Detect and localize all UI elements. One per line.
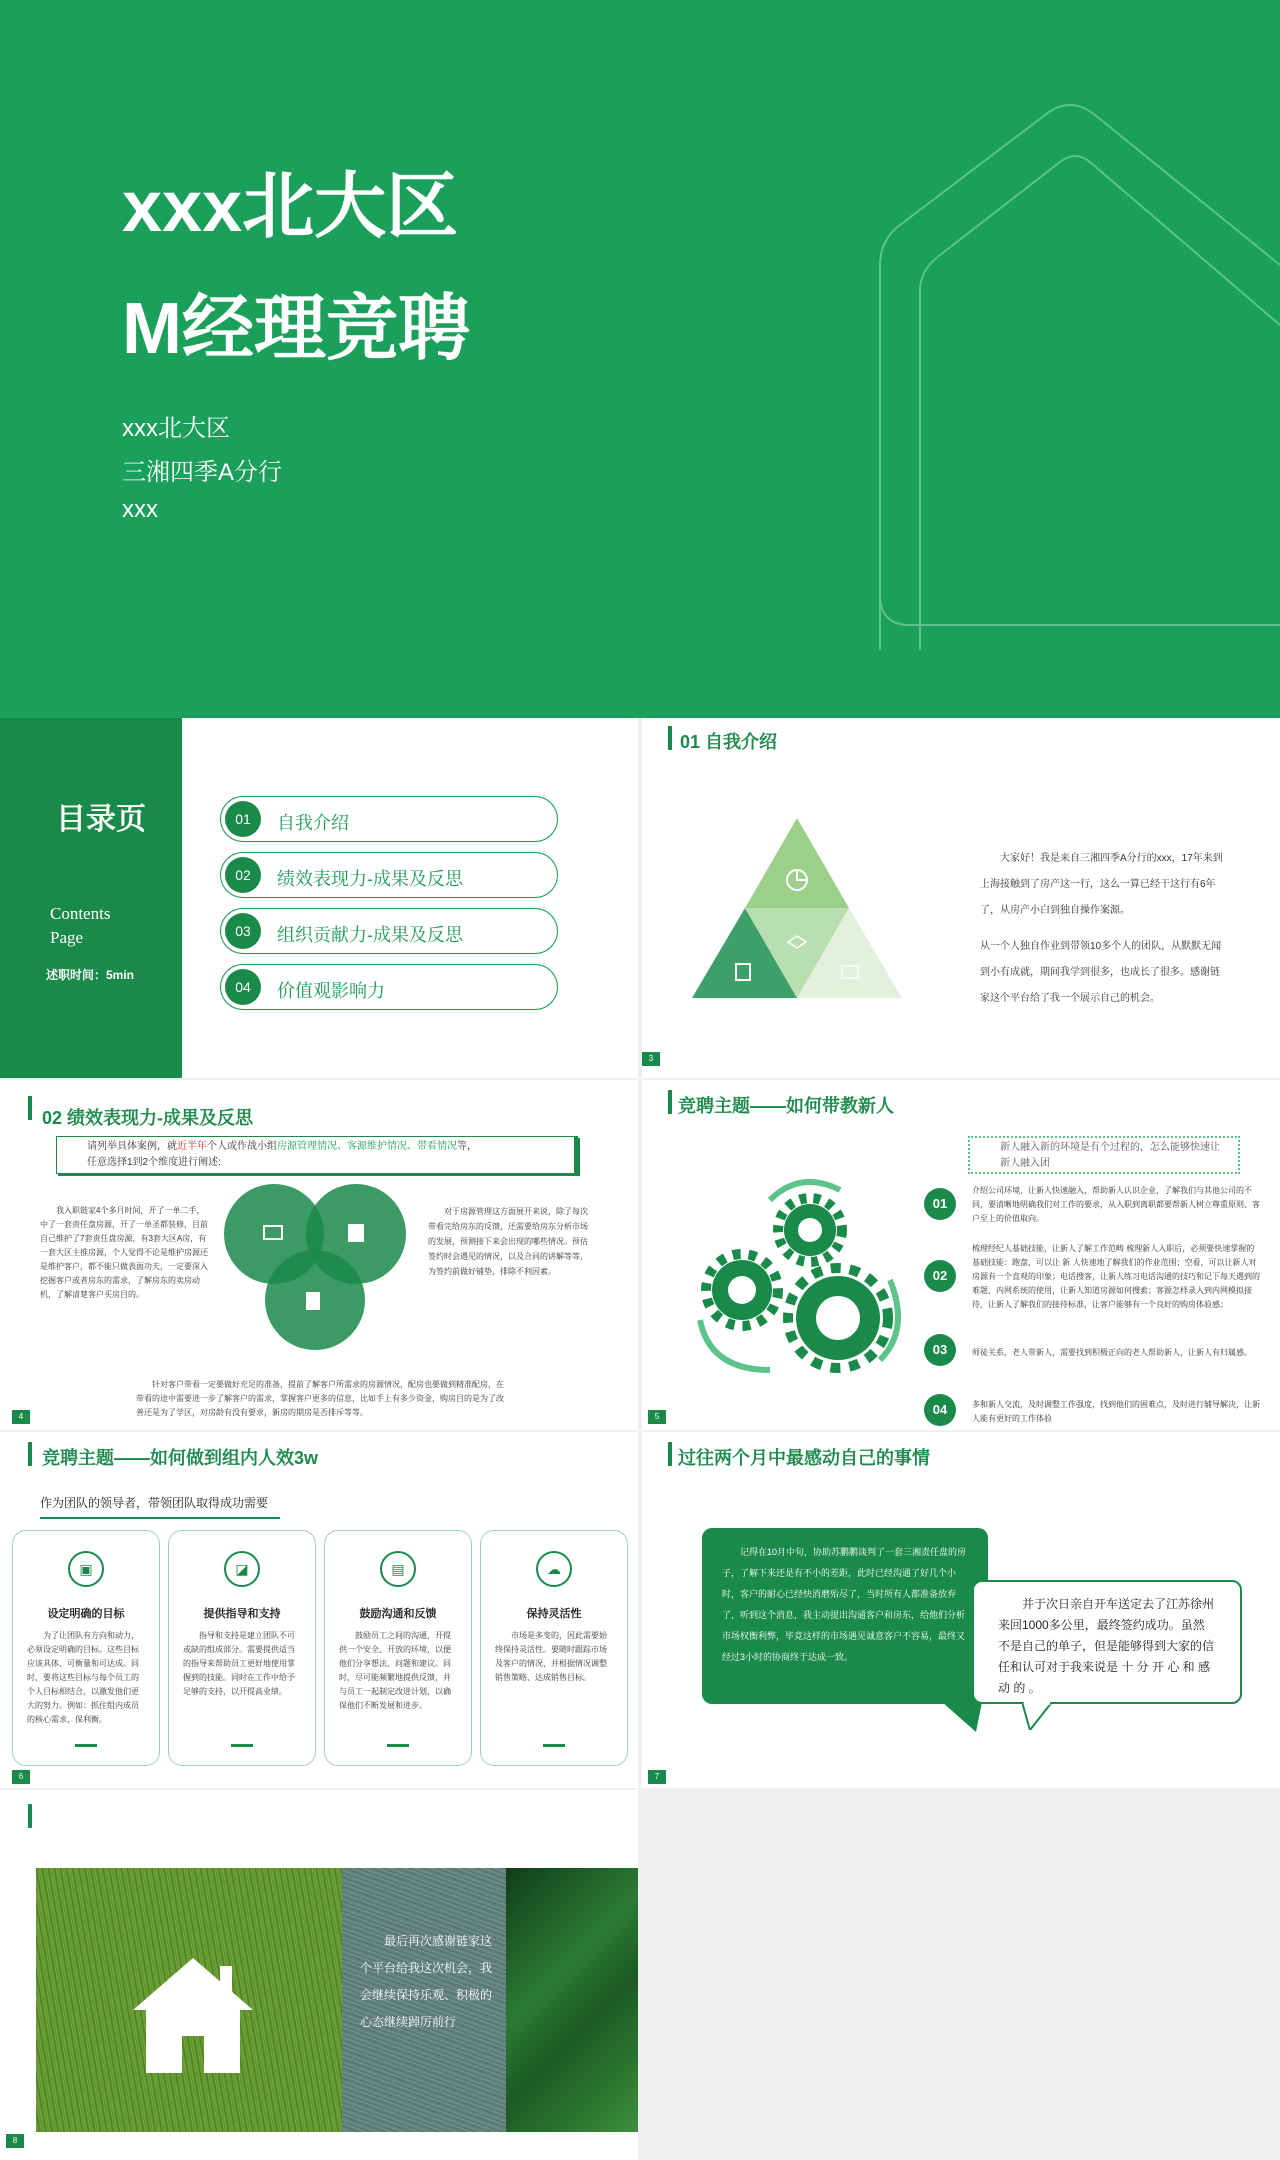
toc-item-3[interactable] (220, 908, 558, 954)
cover-title-line2: M经理竞聘 (122, 289, 470, 369)
toc-item-2[interactable] (220, 852, 558, 898)
step-number-1: 01 (924, 1188, 956, 1220)
card-body: 鼓励员工之间的沟通，开提供一个安全、开放的环境，以便他们分享想法、问题和建议。同时，尽可能频繁地提供反馈，并与员工一起制定改进计划，以确保他们不断发展和进步。 (339, 1631, 451, 1710)
card-accent-line (543, 1744, 565, 1747)
toc-item-number: 02 (225, 857, 261, 893)
toc-contents-label: Contents (50, 904, 111, 923)
title-accent-bar (668, 726, 672, 750)
perf-left-text: 我入职链家4个多月时间，开了一单二手，中了一套责任盘房源，开了一单圣都装修，目前自己维护了7套责任盘房源，有3套大区A房，有一套大区主推房源，个人觉得不论是维护房源还是维护客户，都不能只做表面功夫，一定要深入挖掘客户或者房东的需求，了解房东的卖房动机，了解清楚客户买房目的。 (40, 1206, 208, 1299)
page-number: 4 (12, 1410, 30, 1424)
card-accent-line (231, 1744, 253, 1747)
toc-sidebar (0, 718, 182, 1078)
story-right-text: 并于次日亲自开车送定去了江苏徐州来回1000多公里，最终签约成功。虽然不是自己的单子，但是能够得到大家的信任和认可对于我来说是 十 分 开 心 和 感 动 的 。 (998, 1597, 1215, 1695)
cover-subtitle-1: xxx北大区 (122, 415, 230, 442)
title-accent-bar (28, 1804, 32, 1828)
card-body: 指导和支持是建立团队不可或缺的组成部分。需要提供适当的指导来帮助员工更好地使用掌握到的技能。同时在工作中给予足够的支持，以开提高业绩。 (183, 1631, 295, 1696)
chart-icon: ◪ (224, 1551, 260, 1587)
perf-title: 02 绩效表现力-成果及反思 (42, 1108, 254, 1128)
mentor-step-3: 师徒关系，老人带新人，需要找到积极正向的老人帮助新人，让新人有归属感。 (972, 1348, 1252, 1357)
mentor-slide (642, 1080, 1280, 1430)
house-outline-icon (870, 90, 1280, 650)
team-card-3 (324, 1530, 472, 1766)
perf-prompt-c: 等， (457, 1141, 477, 1152)
title-accent-bar (28, 1096, 32, 1120)
page-number: 8 (6, 2134, 24, 2148)
intro-slide (642, 718, 1280, 1078)
mentor-callout-text: 新人融入新的环境是有个过程的，怎么能够快速让新人融入团 (1000, 1142, 1220, 1169)
target-icon: ▣ (68, 1551, 104, 1587)
mentor-step-1: 介绍公司环境，让新人快速融入，帮助新人认识企业，了解我们与其他公司的不同，要清晰地明确我们对工作的要求，从入职到离职都要帮新人树立尊重原则、客户至上的价值取向。 (972, 1186, 1260, 1223)
title-accent-bar (28, 1442, 32, 1466)
perf-prompt-green: 房源管理情况、客源维护情况、带看情况 (277, 1141, 457, 1152)
closing-slide (0, 1790, 638, 2160)
team-card-1 (12, 1530, 160, 1766)
step-number-4: 04 (924, 1394, 956, 1426)
toc-title: 目录页 (56, 803, 146, 836)
cover-subtitle-2: 三湘四季A分行 (122, 459, 283, 486)
perf-prompt-b: 个人或作战小组 (207, 1141, 277, 1152)
intro-paragraph-1: 大家好！我是来自三湘四季A分行的xxx，17年来到上海接触到了房产这一行，这么一算已经干这行有6年了，从房产小白到独自操作案源。 (980, 853, 1223, 916)
intro-title: 01 自我介绍 (680, 732, 778, 752)
mentor-step-4: 多和新人交流，及时调整工作强度，找到他们的困难点，及时进行辅导解决，让新人能有更好的工作体验 (972, 1400, 1260, 1423)
page-number: 5 (648, 1410, 666, 1424)
perf-prompt-a: 请列举具体案例，就 (87, 1141, 177, 1152)
step-number-2: 02 (924, 1260, 956, 1292)
toc-item-4[interactable] (220, 964, 558, 1010)
mentor-step-2: 梳理经纪人基础技能，让新人了解工作范畴 梳理新人入职后，必须要快速掌握的基础技能：跑盘，可以让 新 人快速地了解我们的作业范围；空看，可以让新人对房源有一个直观的印象；电话搜客，让新人练习电话沟通的技巧和记下每天遇到的难题，内网系统的使用，让新人知道房源如何搜索；客源怎样录入到内网模拟接待，让新人了解我们的接待标准，让客户能够有一个良好的购房体验感； (972, 1244, 1260, 1309)
toc-item-label: 价值观影响力 (277, 981, 385, 1001)
moving-story-slide (642, 1432, 1280, 1788)
toc-item-label: 组织贡献力-成果及反思 (277, 925, 463, 945)
card-title: 鼓励沟通和反馈 (359, 1608, 437, 1620)
card-title: 保持灵活性 (526, 1608, 582, 1620)
card-body: 为了让团队有方向和动力，必须设定明确的目标。这些目标应该具体、可衡量和可达成。同时，要将这些目标与每个员工的个人目标相结合，以激发他们更大的努力。例如：抓住组内成员的核心需求，保利衡。 (27, 1631, 139, 1724)
page-number: 6 (12, 1770, 30, 1784)
toc-item-label: 绩效表现力-成果及反思 (277, 869, 463, 889)
card-title: 设定明确的目标 (47, 1608, 125, 1620)
intro-paragraph-2: 从一个人独自作业到带领10多个人的团队，从默默无闻到小有成就，期间我学到很多，也成长了很多。感谢链家这个平台给了我一个展示自己的机会。 (980, 941, 1222, 1004)
page-number: 7 (648, 1770, 666, 1784)
team-slide (0, 1432, 638, 1788)
mentor-callout-box (968, 1136, 1240, 1174)
bubble-tail-left (942, 1702, 982, 1732)
perf-prompt-line1 (67, 1139, 564, 1155)
perf-bottom-text: 针对客户带看一定要做好充足的准备，提前了解客户所需求的房源情况，配房也要做到精准配房，在带看的途中需要进一步了解客户的需求，掌握客户更多的信息，比如手上有多少资金，购房目的是为了改善还是为了学区，对房龄有没有要求，新房的期房是否排斥等等。 (136, 1380, 504, 1417)
venn-graphic (222, 1182, 412, 1352)
triangle-graphic (692, 818, 902, 998)
cover-slide (0, 0, 1280, 718)
leaf-photo (506, 1868, 638, 2132)
house-icon (128, 1948, 258, 2078)
team-title: 竞聘主题——如何做到组内人效3w (42, 1448, 319, 1468)
toc-page-label: Page (50, 928, 84, 947)
gears-graphic (690, 1170, 920, 1380)
toc-slide (0, 718, 638, 1078)
page-number: 3 (642, 1052, 660, 1066)
toc-item-number: 03 (225, 913, 261, 949)
story-left-text: 记得在10月中旬，协助苏鹏鹏谈判了一套三湘责任盘的房子，了解下来还是有不小的差距，此时已经沟通了好几个小时，客户的耐心已经快消磨殆尽了，当时所有人都准备放弃了，听到这个消息，我主动提出沟通客户和房东，给他们分析市场权衡利弊，毕竟这样的市场遇见诚意客户不容易，最终又经过3小时的协商终于达成一致。 (722, 1547, 967, 1662)
cloud-icon: ☁ (536, 1551, 572, 1587)
performance-slide (0, 1080, 638, 1430)
story-bubble-right (972, 1580, 1242, 1704)
perf-prompt-line2: 任意选择1到2个维度进行阐述: (87, 1157, 221, 1168)
title-accent-bar (668, 1090, 672, 1114)
cover-title-line1: xxx北大区 (122, 167, 459, 247)
perf-prompt-box (56, 1136, 578, 1174)
story-bubble-left (702, 1528, 988, 1704)
perf-right-text: 对于房源管理这方面展开来说，除了每次带看完给房东的反馈，还需要给房东分析市场的发展，预测接下来会出现的哪些情况。预估签约时会遇见的情况，以及合同的讲解等等，为签约前做好铺垫，排除不利因素。 (428, 1207, 588, 1276)
cover-subtitle-3: xxx (122, 496, 158, 523)
mentor-title: 竞聘主题——如何带教新人 (678, 1096, 894, 1116)
folder-icon: ▤ (380, 1551, 416, 1587)
title-accent-bar (668, 1442, 672, 1466)
bubble-tail-right (1022, 1702, 1052, 1730)
card-body: 市场是多变的，因此需要始终保持灵活性。要随时跟踪市场及客户的情况，并根据情况调整销售策略、达成销售目标。 (495, 1631, 607, 1682)
toc-item-number: 01 (225, 801, 261, 837)
perf-prompt-red: 近半年 (177, 1141, 207, 1152)
team-subtitle: 作为团队的领导者，带领团队取得成功需要 (40, 1494, 280, 1519)
moving-title: 过往两个月中最感动自己的事情 (678, 1448, 930, 1468)
toc-item-number: 04 (225, 969, 261, 1005)
card-title: 提供指导和支持 (203, 1608, 281, 1620)
toc-time: 述职时间：5min (46, 968, 135, 982)
toc-item-label: 自我介绍 (277, 813, 349, 833)
toc-item-1[interactable] (220, 796, 558, 842)
team-card-2 (168, 1530, 316, 1766)
card-accent-line (75, 1744, 97, 1747)
card-accent-line (387, 1744, 409, 1747)
team-card-4 (480, 1530, 628, 1766)
step-number-3: 03 (924, 1334, 956, 1366)
closing-text: 最后再次感谢链家这个平台给我这次机会，我会继续保持乐观、积极的心态继续踔厉前行 (360, 1934, 493, 2029)
